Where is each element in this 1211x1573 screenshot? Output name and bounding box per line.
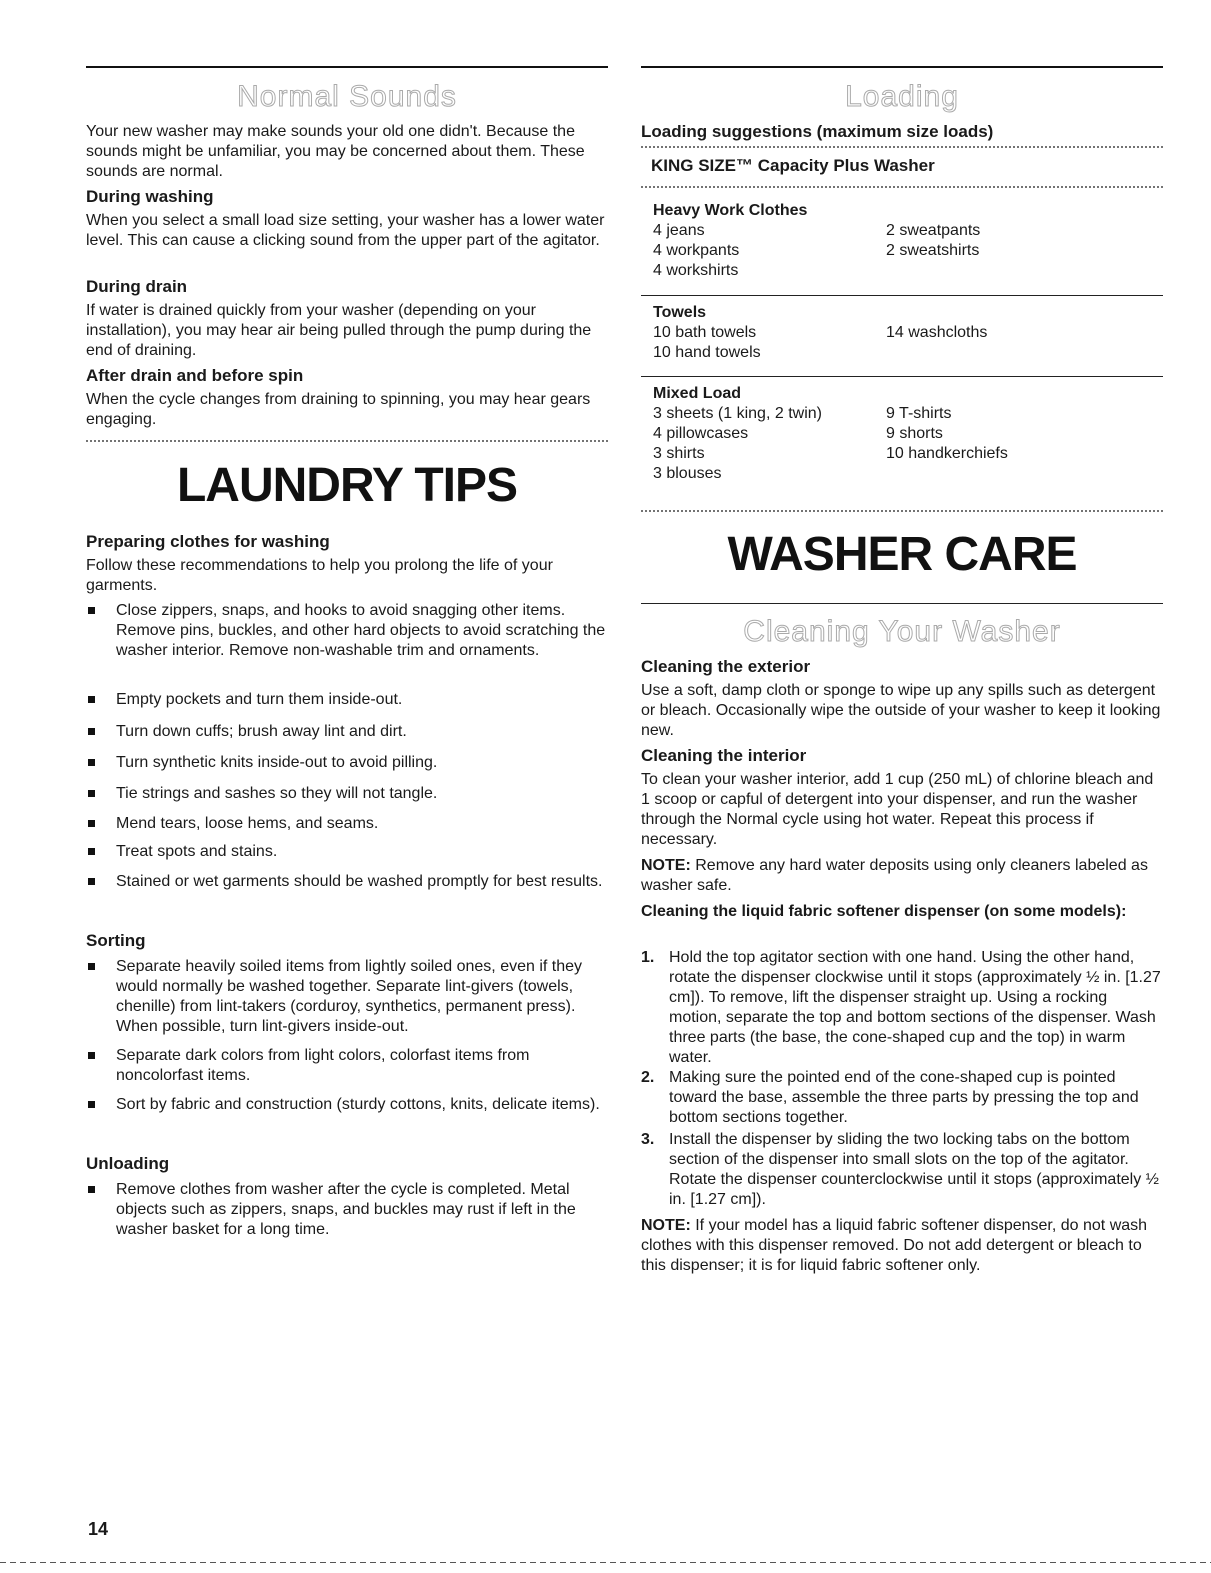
dispenser-heading: Cleaning the liquid fabric softener dispenser (on some models): (641, 903, 1127, 920)
loading-heading: Loading suggestions (maximum size loads) (641, 122, 994, 141)
list-item: Separate heavily soiled items from lightly soiled ones, even if they would normally be washed together. Separate lint-givers (towels, chenille) from lint-takers (corduroy, synthetics, permanent press). When possible, turn lint-givers inside-out. (86, 957, 608, 1037)
load-item: 2 sweatpants (886, 222, 981, 239)
divider (641, 146, 1163, 148)
step-number: 1. (641, 949, 655, 966)
normal-sounds-title: Normal Sounds (237, 80, 457, 113)
page-number: 14 (88, 1519, 109, 1539)
step-text: Install the dispenser by sliding the two locking tabs on the bottom section of the dispenser into small slots on the top of the agitator. Rotate the dispenser counterclockwise until it stops (approximately ½ in. [1.27 cm]). (669, 1131, 1160, 1208)
divider (641, 186, 1163, 188)
load-item: 14 washcloths (886, 324, 988, 341)
note-text: Remove any hard water deposits using only cleaners labeled as washer safe. (641, 857, 1148, 894)
section-rule (641, 603, 1163, 604)
during-washing-heading: During washing (86, 187, 214, 206)
group-divider (641, 295, 1163, 296)
loading-subheading: KING SIZE™ Capacity Plus Washer (651, 156, 935, 175)
unloading-heading: Unloading (86, 1154, 170, 1173)
sorting-heading: Sorting (86, 931, 146, 950)
preparing-heading: Preparing clothes for washing (86, 532, 330, 551)
interior-text: To clean your washer interior, add 1 cup (250 mL) of chlorine bleach and 1 scoop or capful of detergent into your dispenser, and run the washer through the Normal cycle using hot water. Repeat this process if necessary. (641, 771, 1154, 848)
list-item: Turn down cuffs; brush away lint and dirt. (86, 722, 608, 742)
laundry-tips-title: LAUNDRY TIPS (176, 459, 518, 512)
load-item: 4 workshirts (653, 262, 739, 279)
load-item: 4 pillowcases (653, 425, 749, 442)
list-item: Sort by fabric and construction (sturdy cottons, knits, delicate items). (86, 1095, 608, 1115)
list-item: Treat spots and stains. (86, 842, 608, 862)
load-item: 3 sheets (1 king, 2 twin) (653, 405, 822, 422)
note-text: If your model has a liquid fabric softener dispenser, do not wash clothes with this dispenser removed. Do not add detergent or bleach to this dispenser; it is for liquid fabric softener only. (641, 1217, 1148, 1274)
cleaning-your-washer-title: Cleaning Your Washer (743, 615, 1061, 648)
top-rule (86, 66, 608, 68)
after-drain-heading: After drain and before spin (86, 366, 304, 385)
list-item: Separate dark colors from light colors, colorfast items from noncolorfast items. (86, 1046, 608, 1086)
list-item: Turn synthetic knits inside-out to avoid pilling. (86, 753, 608, 773)
step-number: 3. (641, 1131, 655, 1148)
top-rule (641, 66, 1163, 68)
interior-heading: Cleaning the interior (641, 746, 807, 765)
preparing-intro: Follow these recommendations to help you prolong the life of your garments. (86, 557, 553, 594)
list-item: Stained or wet garments should be washed promptly for best results. (86, 872, 608, 892)
list-item: Empty pockets and turn them inside-out. (86, 690, 608, 710)
load-item: 10 handkerchiefs (886, 445, 1008, 462)
list-item: Close zippers, snaps, and hooks to avoid snagging other items. Remove pins, buckles, and other hard objects to avoid scratching the washer interior. Remove non-washable trim and ornaments. (86, 601, 608, 661)
note-label: NOTE: (641, 857, 691, 874)
step-text: Hold the top agitator section with one hand. Using the other hand, rotate the dispenser clockwise until it stops (approximately ½ in. [1.27 cm]). To remove, lift the dispenser straight up. Using a rocking motion, separate the top and bottom sections of the dispenser. Wash three parts (the base, the cone-shaped cup and the top) in warm water. (669, 949, 1161, 1066)
divider (86, 440, 608, 442)
list-item: Mend tears, loose hems, and seams. (86, 814, 608, 834)
exterior-heading: Cleaning the exterior (641, 657, 811, 676)
load-item: 10 hand towels (653, 344, 761, 361)
step-item (641, 1068, 1163, 1128)
divider (641, 510, 1163, 512)
load-item: 9 T-shirts (886, 405, 952, 422)
during-washing-text: When you select a small load size setting, your washer has a lower water level. This can cause a clicking sound from the upper part of the agitator. (86, 212, 605, 249)
during-drain-text: If water is drained quickly from your washer (depending on your installation), you may hear air being pulled through the pump during the end of draining. (86, 302, 592, 359)
step-item (641, 948, 1163, 1068)
load-item: 10 bath towels (653, 324, 757, 341)
normal-sounds-intro: Your new washer may make sounds your old one didn't. Because the sounds might be unfamiliar, you may be concerned about them. These sounds are normal. (86, 123, 585, 180)
step-text: Making sure the pointed end of the cone-shaped cup is pointed toward the base, assemble the three parts by pressing the top and bottom sections together. (669, 1069, 1139, 1126)
group-title: Towels (653, 304, 707, 321)
step-number: 2. (641, 1069, 655, 1086)
during-drain-heading: During drain (86, 277, 188, 296)
list-item: Remove clothes from washer after the cycle is completed. Metal objects such as zippers, snaps, and buckles may rust if left in the washer basket for a long time. (86, 1180, 608, 1240)
note-label: NOTE: (641, 1217, 691, 1234)
load-item: 4 workpants (653, 242, 740, 259)
load-item: 2 sweatshirts (886, 242, 980, 259)
after-drain-text: When the cycle changes from draining to spinning, you may hear gears engaging. (86, 391, 591, 428)
note-2 (641, 1216, 1163, 1276)
loading-title: Loading (845, 80, 959, 113)
step-item (641, 1130, 1163, 1210)
load-item: 3 blouses (653, 465, 722, 482)
group-title: Heavy Work Clothes (653, 202, 808, 219)
exterior-text: Use a soft, damp cloth or sponge to wipe up any spills such as detergent or bleach. Occasionally wipe the outside of your washer to keep it looking new. (641, 682, 1161, 739)
group-divider (641, 376, 1163, 377)
washer-care-title: WASHER CARE (727, 528, 1077, 581)
group-title: Mixed Load (653, 385, 742, 402)
list-item: Tie strings and sashes so they will not tangle. (86, 784, 608, 804)
note-1 (641, 856, 1163, 896)
load-item: 4 jeans (653, 222, 705, 239)
bottom-edge (0, 1562, 1211, 1563)
load-item: 9 shorts (886, 425, 943, 442)
load-item: 3 shirts (653, 445, 705, 462)
